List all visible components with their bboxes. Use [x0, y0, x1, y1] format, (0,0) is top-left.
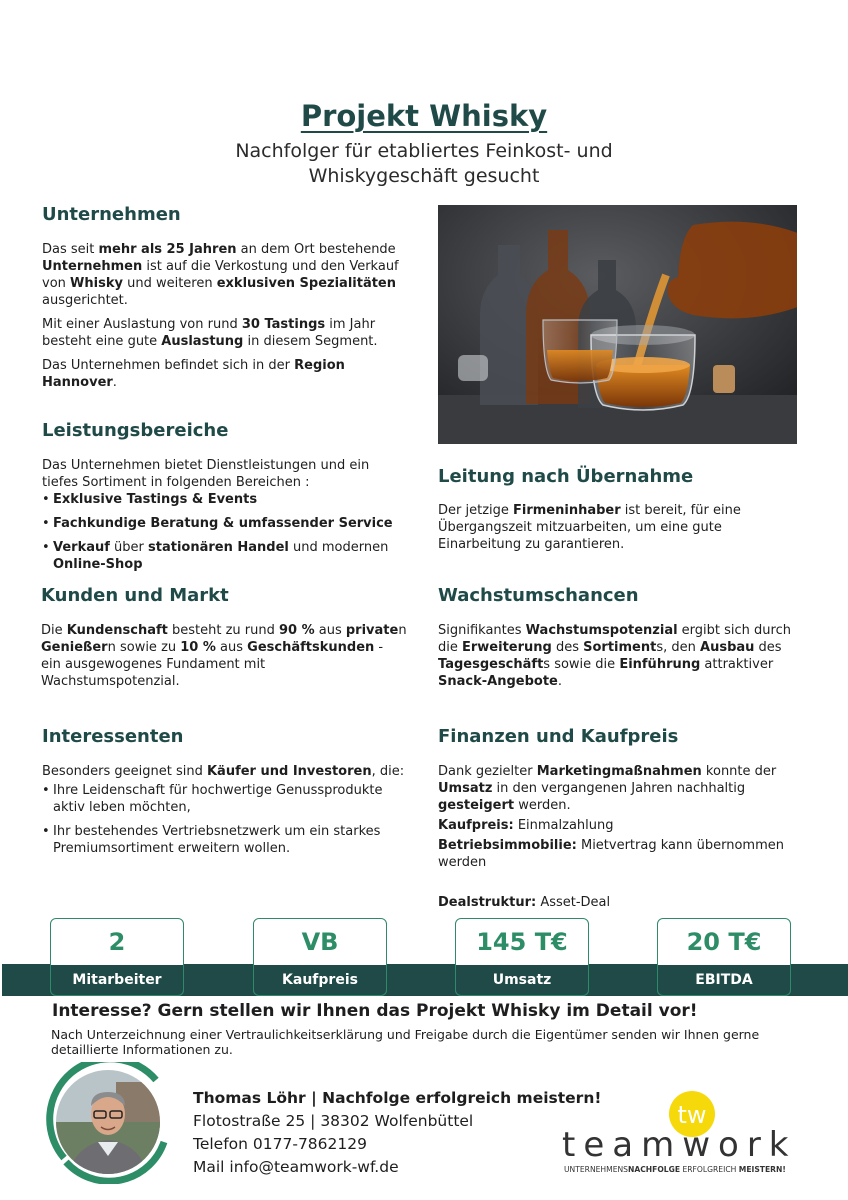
unternehmen-p1: Das seit mehr als 25 Jahren an dem Ort bestehende Unternehmen ist auf die Verkostung und den Verkauf von Whisky und weiteren exklusiven Spezialitäten ausgerichtet. — [42, 242, 399, 308]
leistungsbereiche-intro: Das Unternehmen bietet Dienstleistungen und ein tiefes Sortiment in folgenden Bereichen : — [42, 458, 370, 490]
logo-wordmark: teamwork — [562, 1125, 797, 1165]
teamwork-logo — [562, 1088, 832, 1178]
interessenten-intro: Besonders geeignet sind Käufer und Investoren, die: — [42, 764, 405, 779]
kpi-value: 145 T€ — [476, 928, 568, 956]
heading-leitung: Leitung nach Übernahme — [438, 466, 694, 487]
heading-finanzen: Finanzen und Kaufpreis — [438, 726, 679, 747]
kpi-value: 2 — [108, 928, 126, 956]
kpi-ebitda — [657, 918, 791, 996]
heading-unternehmen: Unternehmen — [42, 204, 181, 225]
interessenten-list — [42, 782, 414, 864]
kpi-label: EBITDA — [657, 965, 791, 996]
kpi-value: VB — [301, 928, 339, 956]
cta-text: Nach Unterzeichnung einer Vertraulichkeitserklärung und Freigabe durch die Eigentümer senden wir Ihnen gerne detaillierte Informationen zu. — [51, 1027, 760, 1057]
logo-badge-text: tw — [677, 1101, 707, 1129]
kaufpreis-line: Kaufpreis: Einmalzahlung — [438, 818, 614, 833]
kpi-label: Mitarbeiter — [50, 965, 184, 996]
contact-address: Flotostraße 25 | 38302 Wolfenbüttel — [193, 1112, 474, 1130]
list-item: • Exklusive Tastings & Events — [42, 491, 412, 508]
whisky-photo — [438, 205, 797, 444]
unternehmen-p3: Das Unternehmen befindet sich in der Region Hannover. — [42, 358, 345, 390]
wachstum-text: Signifikantes Wachstumspotenzial ergibt sich durch die Erweiterung des Sortiments, den Ausbau des Tagesgeschäfts sowie die Einführung attraktiver Snack-Angebote. — [438, 623, 791, 689]
contact-mail[interactable]: Mail info@teamwork-wf.de — [193, 1158, 399, 1176]
contact-block — [193, 1087, 601, 1179]
kpi-kaufpreis — [253, 918, 387, 996]
immobilie-line: Betriebsimmobilie: Mietvertrag kann übernommen werden — [438, 838, 784, 870]
logo-tagline: UNTERNEHMENSNACHFOLGE ERFOLGREICH MEISTERN! — [564, 1165, 786, 1174]
section-unternehmen — [42, 241, 404, 398]
cta-heading: Interesse? Gern stellen wir Ihnen das Projekt Whisky im Detail vor! — [52, 1001, 698, 1021]
list-item: • Ihre Leidenschaft für hochwertige Genussprodukte aktiv leben möchten, — [42, 782, 414, 816]
kpi-value: 20 T€ — [686, 928, 762, 956]
heading-wachstum: Wachstumschancen — [438, 585, 639, 606]
heading-interessenten: Interessenten — [42, 726, 184, 747]
heading-kunden: Kunden und Markt — [41, 585, 229, 606]
page-title: Projekt Whisky — [300, 99, 548, 133]
leitung-text: Der jetzige Firmeninhaber ist bereit, für eine Übergangszeit mitzuarbeiten, um eine gute Einarbeitung zu garantieren. — [438, 503, 741, 552]
contact-name: Thomas Löhr | Nachfolge erfolgreich meistern! — [193, 1089, 602, 1107]
avatar — [46, 1062, 172, 1184]
finanzen-p: Dank gezielter Marketingmaßnahmen konnte der Umsatz in den vergangenen Jahren nachhaltig gesteigert werden. — [438, 764, 777, 813]
list-item: • Ihr bestehendes Vertriebsnetzwerk um ein starkes Premiumsortiment erweitern wollen. — [42, 823, 414, 857]
list-item: • Verkauf über stationären Handel und modernen Online-Shop — [42, 539, 412, 573]
deal-line: Dealstruktur: Asset-Deal — [438, 895, 611, 910]
finanzen-text — [438, 763, 798, 878]
heading-leistungsbereiche: Leistungsbereiche — [42, 420, 229, 441]
kpi-label: Umsatz — [455, 965, 589, 996]
page-subtitle: Nachfolger für etabliertes Feinkost- und Whiskygeschäft gesucht — [235, 140, 613, 187]
kpi-umsatz — [455, 918, 589, 996]
kpi-label: Kaufpreis — [253, 965, 387, 996]
kpi-mitarbeiter — [50, 918, 184, 996]
list-item: • Fachkundige Beratung & umfassender Service — [42, 515, 412, 532]
unternehmen-p2: Mit einer Auslastung von rund 30 Tastings im Jahr besteht eine gute Auslastung in diesem Segment. — [42, 317, 378, 349]
leistungsbereiche-list — [42, 491, 412, 580]
contact-phone[interactable]: Telefon 0177-7862129 — [193, 1135, 367, 1153]
kunden-text: Die Kundenschaft besteht zu rund 90 % aus privaten Genießern sowie zu 10 % aus Geschäftskunden - ein ausgewogenes Fundament mit Wachstumspotenzial. — [41, 623, 407, 689]
